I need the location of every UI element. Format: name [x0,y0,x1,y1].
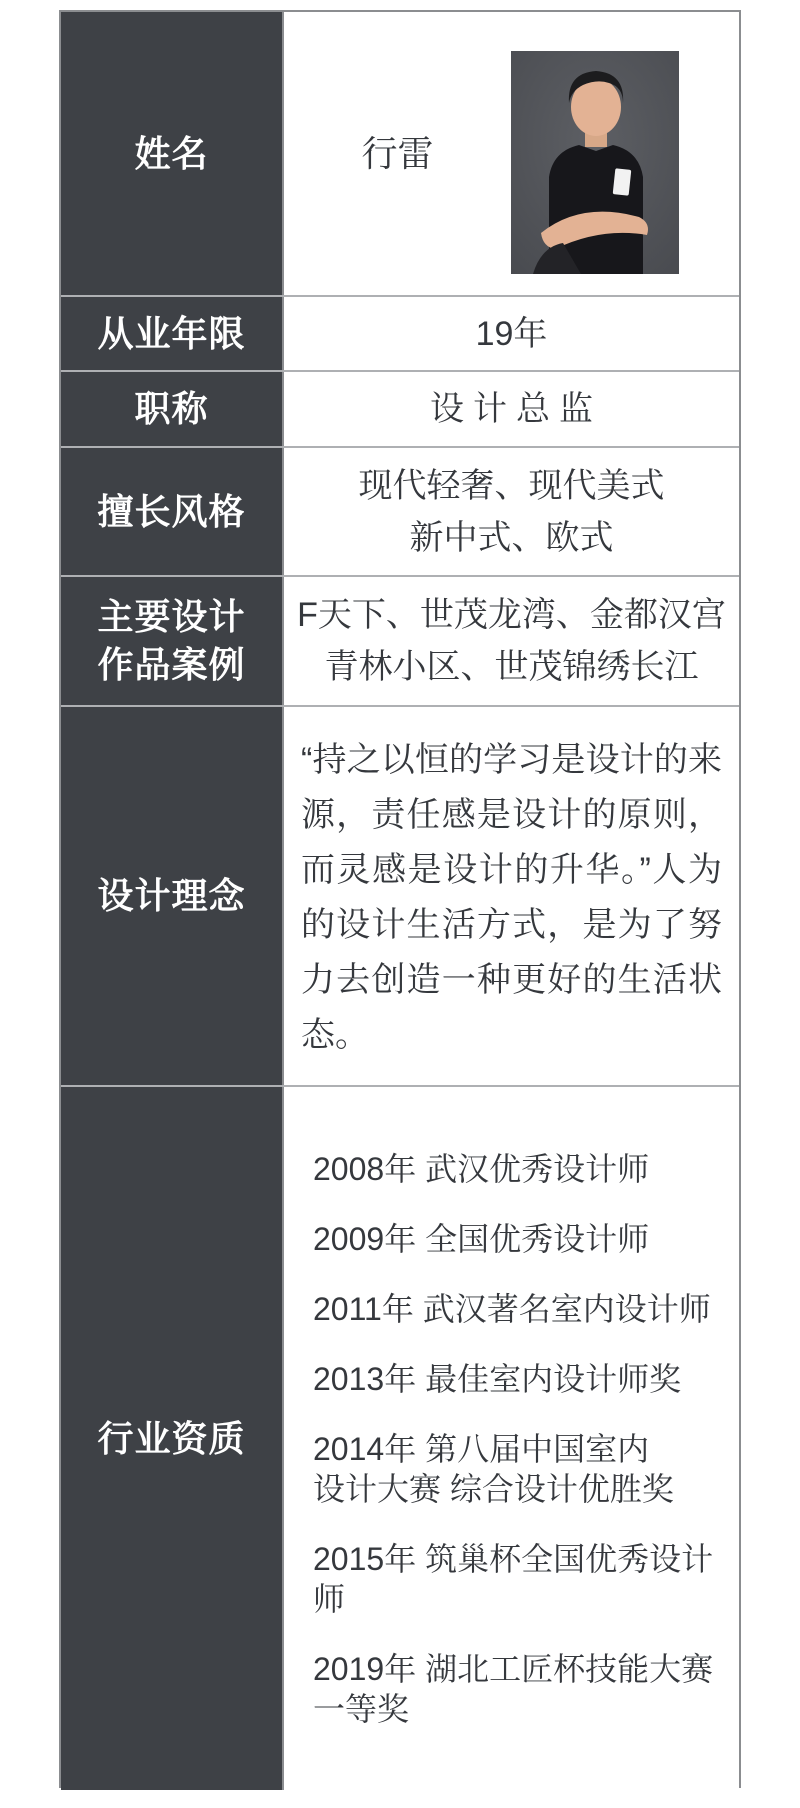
philosophy-text: “持之以恒的学习是设计的来源，责任感是设计的原则，而灵感是设计的升华。”人为的设计生活方式，是为了努力去创造一种更好的生活状态。 [301,741,722,1054]
styles-label-text: 擅长风格 [97,490,246,532]
award-2015 [313,1539,731,1619]
award-2014 [313,1429,674,1509]
row-title [61,370,739,446]
years-value: 19年 [475,314,548,353]
works-label-line2: 作品案例 [97,644,246,685]
designer-profile-table [59,10,741,1788]
award-2013 [313,1359,681,1399]
qualifications-label [61,1087,284,1790]
row-philosophy [61,705,739,1085]
works-line2: 青林小区、世茂锦绣长江 [324,648,699,686]
works-content [284,577,739,705]
name-content [284,12,739,295]
title-content [284,372,739,446]
philosophy-label-text: 设计理念 [97,875,246,916]
qualifications-label-text: 行业资质 [97,1417,246,1459]
works-label-line1: 主要设计 [97,596,246,637]
styles-content [284,448,739,575]
philosophy-label [61,707,284,1085]
years-label [61,297,284,370]
works-line1: F天下、世茂龙湾、金都汉宫 [297,596,726,634]
award-2011 [313,1289,711,1329]
award-2008-line1: 2008年 武汉优秀设计师 [313,1150,650,1187]
award-2009-line1: 2009年 全国优秀设计师 [313,1220,650,1257]
title-value: 设计总监 [430,390,602,428]
title-label [61,372,284,446]
award-2019-line2: 一等奖 [313,1690,410,1727]
award-2019-line1: 2019年 湖北工匠杯技能大赛 [313,1650,714,1687]
award-2014-line1: 2014年 第八届中国室内 [313,1430,650,1467]
row-name [61,12,739,295]
name-value: 行雷 [361,132,434,174]
styles-line2: 新中式、欧式 [409,518,614,557]
portrait-illustration [511,51,679,274]
award-2009 [313,1219,649,1259]
philosophy-content [284,707,739,1085]
name-label-text: 姓名 [134,132,209,174]
award-2013-line1: 2013年 最佳室内设计师奖 [313,1360,682,1397]
award-2015-line1: 2015年 筑巢杯全国优秀设计师 [313,1540,714,1617]
name-label [61,12,284,295]
row-styles [61,446,739,575]
title-label-text: 职称 [134,388,209,429]
row-qualifications [61,1085,739,1790]
row-works [61,575,739,705]
award-2011-line1: 2011年 武汉著名室内设计师 [313,1290,711,1327]
years-content [284,297,739,370]
qualifications-content [284,1087,739,1790]
works-label [61,577,284,705]
award-2014-line2: 设计大赛 综合设计优胜奖 [313,1470,674,1507]
row-years [61,295,739,370]
years-label-text: 从业年限 [97,312,246,354]
designer-portrait-photo [511,51,679,274]
award-2019 [313,1649,713,1729]
styles-label [61,448,284,575]
styles-line1: 现代轻奢、现代美式 [358,466,665,505]
award-2008 [313,1149,649,1189]
